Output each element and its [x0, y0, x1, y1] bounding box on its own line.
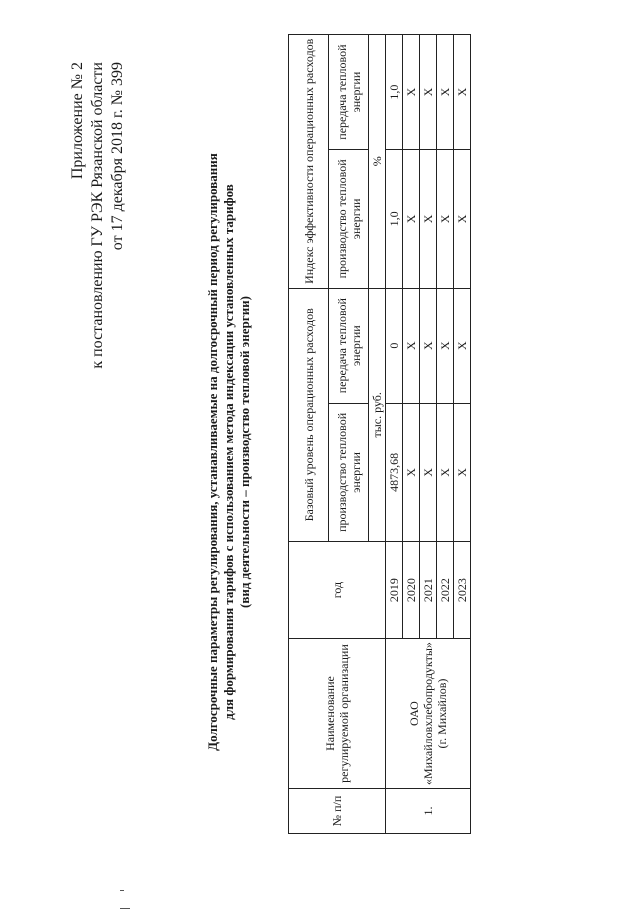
parameters-table [288, 34, 471, 834]
annex-date: от 17 декабря 2018 г. № 399 [109, 62, 126, 251]
scan-artifact-marks [120, 878, 164, 880]
unit-percent: % [369, 35, 386, 289]
cell-year: 2019 [386, 542, 403, 639]
title-line-1: Долгосрочные параметры регулирования, устанавливаемые на долгосрочный период регулирования [205, 153, 220, 751]
header-number: № п/п [289, 789, 386, 834]
cell-base-production: 4873,68 [386, 403, 403, 541]
cell-base-transmission: 0 [386, 288, 403, 403]
org-form: ОАО [407, 701, 421, 726]
header-base-level: Базовый уровень операционных расходов [289, 288, 329, 542]
title-line-3: (вид деятельности – производство тепловой энергии) [237, 295, 252, 609]
cell-eff-production: X [403, 150, 420, 288]
header-base-transmission: передача тепловой энергии [329, 288, 369, 403]
annex-reference: к постановлению ГУ РЭК Рязанской области [89, 62, 106, 369]
cell-eff-production: X [420, 150, 437, 288]
header-eff-production: производство тепловой энергии [329, 150, 369, 288]
header-eff-transmission: передача тепловой энергии [329, 35, 369, 150]
cell-eff-production: X [437, 150, 454, 288]
cell-base-production: X [403, 403, 420, 541]
header-base-production: производство тепловой энергии [329, 403, 369, 541]
cell-base-transmission: X [454, 288, 471, 403]
cell-base-production: X [420, 403, 437, 541]
unit-thousand-rub: тыс. руб. [369, 288, 386, 542]
cell-eff-transmission: X [437, 35, 454, 150]
header-organization: Наименование регулируемой организации [289, 639, 386, 789]
org-title: «Михайловхлебопродукты» [421, 642, 435, 785]
cell-base-production: X [454, 403, 471, 541]
header-year: год [289, 542, 386, 639]
header-efficiency-index: Индекс эффективности операционных расходов [289, 35, 329, 289]
cell-base-production: X [437, 403, 454, 541]
row-number: 1. [386, 789, 471, 834]
org-city: (г. Михайлов) [435, 678, 449, 749]
cell-year: 2023 [454, 542, 471, 639]
cell-base-transmission: X [420, 288, 437, 403]
cell-eff-transmission: X [403, 35, 420, 150]
annex-block [68, 62, 128, 369]
cell-year: 2021 [420, 542, 437, 639]
cell-base-transmission: X [403, 288, 420, 403]
cell-eff-production: X [454, 150, 471, 288]
cell-eff-transmission: X [454, 35, 471, 150]
cell-eff-production: 1,0 [386, 150, 403, 288]
document-title [205, 62, 253, 842]
table-row [386, 35, 403, 834]
title-line-2: для формирования тарифов с использованием метода индексации установленных тарифов [221, 184, 236, 720]
cell-eff-transmission: X [420, 35, 437, 150]
annex-number: Приложение № 2 [69, 62, 86, 180]
document-page [40, 22, 600, 882]
cell-year: 2022 [437, 542, 454, 639]
cell-base-transmission: X [437, 288, 454, 403]
cell-year: 2020 [403, 542, 420, 639]
organization-name [386, 639, 471, 789]
cell-eff-transmission: 1,0 [386, 35, 403, 150]
